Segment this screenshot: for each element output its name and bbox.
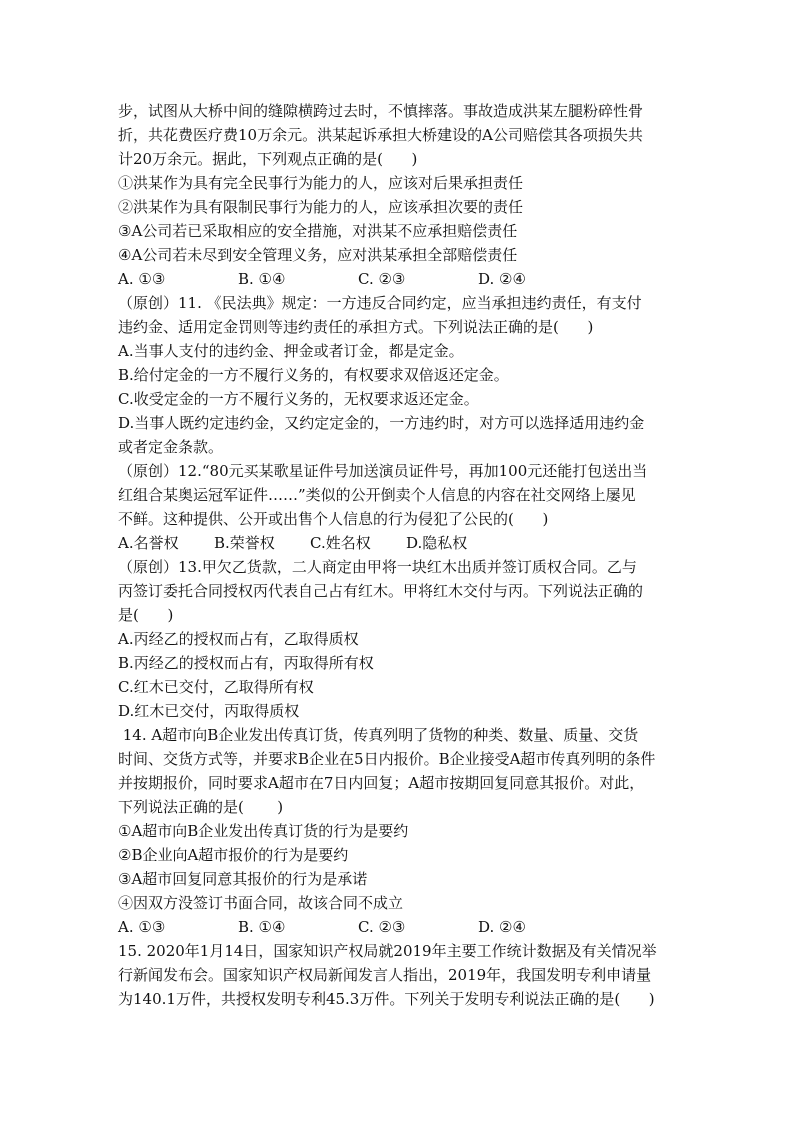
q12-stem-line-3: 不鲜。这种提供、公开或出售个人信息的行为侵犯了公民的( ) — [118, 510, 549, 528]
q12-option-c: C.姓名权 — [310, 534, 371, 552]
q14-option-d: D. ②④ — [478, 918, 526, 936]
q11-option-a: A.当事人支付的违约金、押金或者订金，都是定金。 — [118, 342, 464, 360]
q11-stem-line-2: 违约金、适用定金罚则等违约责任的承担方式。下列说法正确的是( ) — [118, 318, 594, 336]
q14-option-a: A. ①③ — [118, 918, 166, 936]
q15-stem-line-1: 15. 2020年1月14日，国家知识产权局就2019年主要工作统计数据及有关情况举 — [118, 942, 657, 960]
q14-item-3: ③A超市回复同意其报价的行为是承诺 — [118, 870, 368, 888]
q12-option-a: A.名誉权 — [118, 534, 179, 552]
q12-option-d: D.隐私权 — [406, 534, 468, 552]
q12-options — [118, 532, 678, 554]
q10-item-4: ④A公司若未尽到安全管理义务，应对洪某承担全部赔偿责任 — [118, 246, 518, 264]
q13-stem-line-2: 丙签订委托合同授权丙代表自己占有红木。甲将红木交付与丙。下列说法正确的 — [118, 582, 644, 600]
q14-stem-line-1: 14. A超市向B企业发出传真订货，传真列明了货物的种类、数量、质量、交货 — [118, 726, 639, 744]
q10-item-2: ②洪某作为具有限制民事行为能力的人，应该承担次要的责任 — [118, 198, 524, 216]
q10-option-a: A. ①③ — [118, 270, 166, 288]
q13-option-b: B.丙经乙的授权而占有，丙取得所有权 — [118, 654, 374, 672]
q14-item-1: ①A超市向B企业发出传真订货的行为是要约 — [118, 822, 409, 840]
q13-option-c: C.红木已交付，乙取得所有权 — [118, 678, 314, 696]
q12-stem-line-1: （原创）12.“80元买某歌星证件号加送演员证件号，再加100元还能打包送出当 — [118, 462, 648, 480]
q10-stem-line-2: 折，共花费医疗费10万余元。洪某起诉承担大桥建设的A公司赔偿其各项损失共 — [118, 126, 643, 144]
q14-stem-line-3: 并按期报价，同时要求A超市在7日内回复；A超市按期回复同意其报价。对此， — [118, 774, 645, 792]
q13-option-a: A.丙经乙的授权而占有，乙取得质权 — [118, 630, 359, 648]
q10-option-b: B. ①④ — [238, 270, 286, 288]
q10-option-d: D. ②④ — [478, 270, 526, 288]
q15-stem-line-3: 为140.1万件，共授权发明专利45.3万件。下列关于发明专利说法正确的是( ) — [118, 990, 655, 1008]
q10-options — [118, 268, 678, 290]
q14-stem-line-4: 下列说法正确的是( ) — [118, 798, 284, 816]
q14-options — [118, 916, 678, 938]
q13-stem-line-3: 是( ) — [118, 606, 174, 624]
q11-option-b: B.给付定金的一方不履行义务的，有权要求双倍返还定金。 — [118, 366, 509, 384]
q14-option-b: B. ①④ — [238, 918, 286, 936]
q10-option-c: C. ②③ — [358, 270, 406, 288]
q14-item-2: ②B企业向A超市报价的行为是要约 — [118, 846, 349, 864]
q15-stem-line-2: 行新闻发布会。国家知识产权局新闻发言人指出，2019年，我国发明专利申请量 — [118, 966, 652, 984]
q12-option-b: B.荣誉权 — [214, 534, 275, 552]
q14-option-c: C. ②③ — [358, 918, 406, 936]
q13-stem-line-1: （原创）13.甲欠乙货款，二人商定由甲将一块红木出质并签订质权合同。乙与 — [118, 558, 637, 576]
q14-item-4: ④因双方没签订书面合同，故该合同不成立 — [118, 894, 404, 912]
q11-stem-line-1: （原创）11. 《民法典》规定：一方违反合同约定，应当承担违约责任，有支付 — [118, 294, 642, 312]
q11-option-d-cont: 或者定金条款。 — [118, 438, 224, 456]
q11-option-d: D.当事人既约定违约金，又约定定金的，一方违约时，对方可以选择适用违约金 — [118, 414, 645, 432]
q10-item-1: ①洪某作为具有完全民事行为能力的人，应该对后果承担责任 — [118, 174, 524, 192]
q12-stem-line-2: 红组合某奥运冠军证件……”类似的公开倒卖个人信息的内容在社交网络上屡见 — [118, 486, 636, 504]
q10-stem-line-1: 步，试图从大桥中间的缝隙横跨过去时，不慎摔落。事故造成洪某左腿粉碎性骨 — [118, 102, 644, 120]
q13-option-d: D.红木已交付，丙取得质权 — [118, 702, 300, 720]
q14-stem-line-2: 时间、交货方式等，并要求B企业在5日内报价。B企业接受A超市传真列明的条件 — [118, 750, 656, 768]
q11-option-c: C.收受定金的一方不履行义务的，无权要求返还定金。 — [118, 390, 479, 408]
q10-item-3: ③A公司若已采取相应的安全措施，对洪某不应承担赔偿责任 — [118, 222, 518, 240]
q10-stem-line-3: 计20万余元。据此，下列观点正确的是( ) — [118, 150, 418, 168]
